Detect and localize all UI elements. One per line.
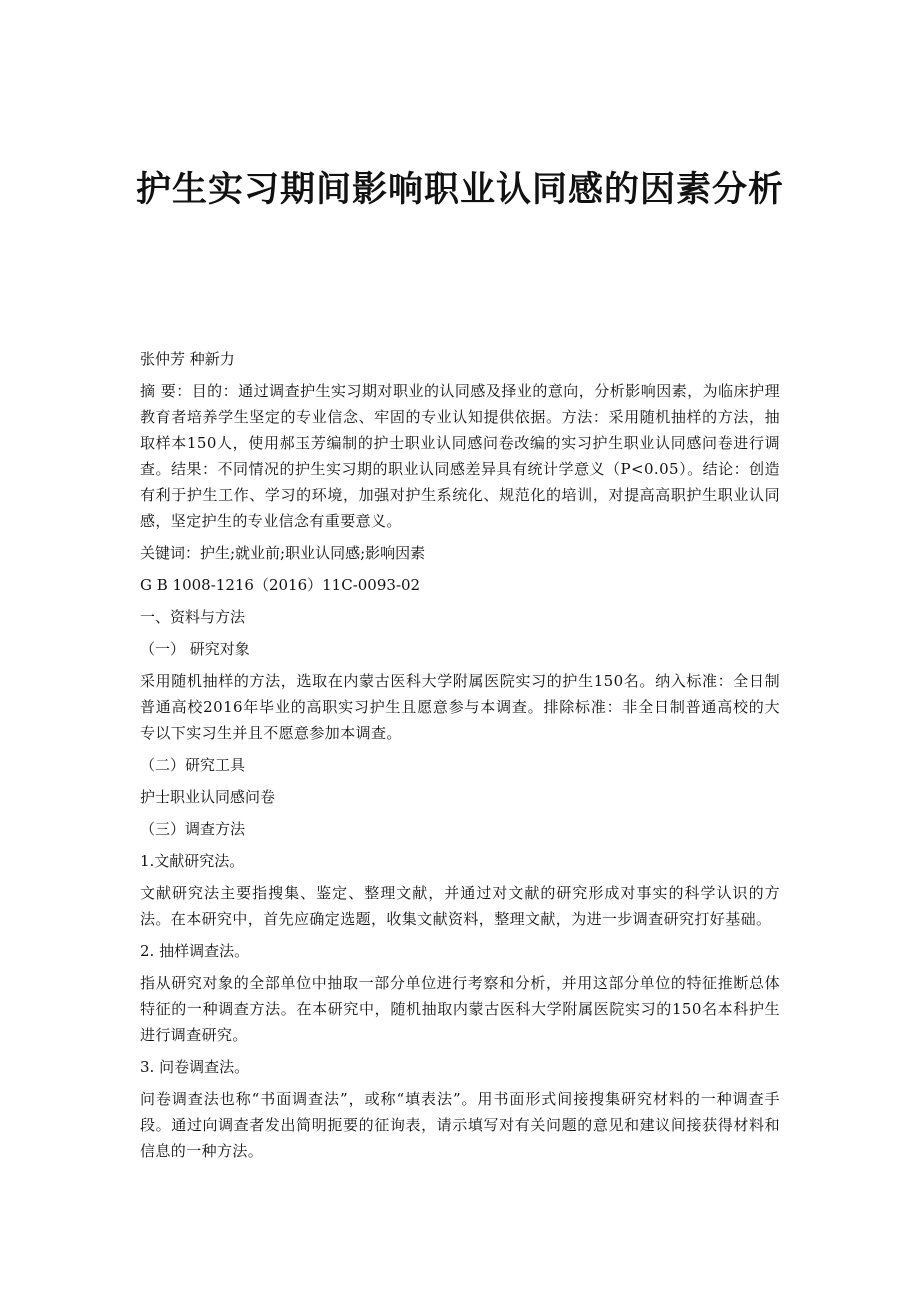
- subsection-heading-tools: （二）研究工具: [140, 756, 246, 774]
- paper-title: 护生实习期间影响职业认同感的因素分析: [135, 170, 784, 210]
- subsection-heading-methods: （三）调查方法: [140, 820, 246, 838]
- abstract: 摘 要：目的：通过调查护生实习期对职业的认同感及择业的意向，分析影响因素，为临床护理教育者培养学生坚定的专业信念、牢固的专业认知提供依据。方法：采用随机抽样的方法，抽取样本150人，使用郝玉芳编制的护士职业认同感问卷改编的实习护生职业认同感问卷进行调查。结果：不同情况的护生实习期的职业认同感差异具有统计学意义（P<0.05）。结论：创造有利于护生工作、学习的环境，加强对护生系统化、规范化的培训，对提高高职护生职业认同感，坚定护生的专业信念有重要意义。: [140, 382, 780, 530]
- subsection-heading-subjects: （一） 研究对象: [140, 640, 250, 658]
- paragraph-tools: 护士职业认同感问卷: [140, 788, 276, 806]
- method-heading-sampling: 2. 抽样调查法。: [140, 942, 250, 960]
- classification-number: G B 1008-1216（2016）11C-0093-02: [140, 576, 421, 594]
- method-heading-literature: 1.文献研究法。: [140, 852, 245, 870]
- paper-body: [140, 346, 780, 1170]
- paragraph-literature: 文献研究法主要指搜集、鉴定、整理文献，并通过对文献的研究形成对事实的科学认识的方法。在本研究中，首先应确定选题，收集文献资料，整理文献，为进一步调查研究打好基础。: [140, 884, 780, 928]
- paragraph-subjects: 采用随机抽样的方法，选取在内蒙古医科大学附属医院实习的护生150名。纳入标准：全日制普通高校2016年毕业的高职实习护生且愿意参与本调查。排除标准：非全日制普通高校的大专以下实习生并且不愿意参加本调查。: [140, 672, 780, 742]
- section-heading-materials-methods: 一、资料与方法: [140, 608, 246, 626]
- paragraph-questionnaire: 问卷调查法也称“书面调查法”，或称“填表法”。用书面形式间接搜集研究材料的一种调查手段。通过向调查者发出简明扼要的征询表，请示填写对有关问题的意见和建议间接获得材料和信息的一种方法。: [140, 1090, 780, 1160]
- keywords: 关键词：护生;就业前;职业认同感;影响因素: [140, 544, 426, 562]
- method-heading-questionnaire: 3. 问卷调查法。: [140, 1058, 250, 1076]
- paragraph-sampling: 指从研究对象的全部单位中抽取一部分单位进行考察和分析，并用这部分单位的特征推断总体特征的一种调查方法。在本研究中，随机抽取内蒙古医科大学附属医院实习的150名本科护生进行调查研究。: [140, 974, 780, 1044]
- authors: 张仲芳 种新力: [140, 350, 235, 368]
